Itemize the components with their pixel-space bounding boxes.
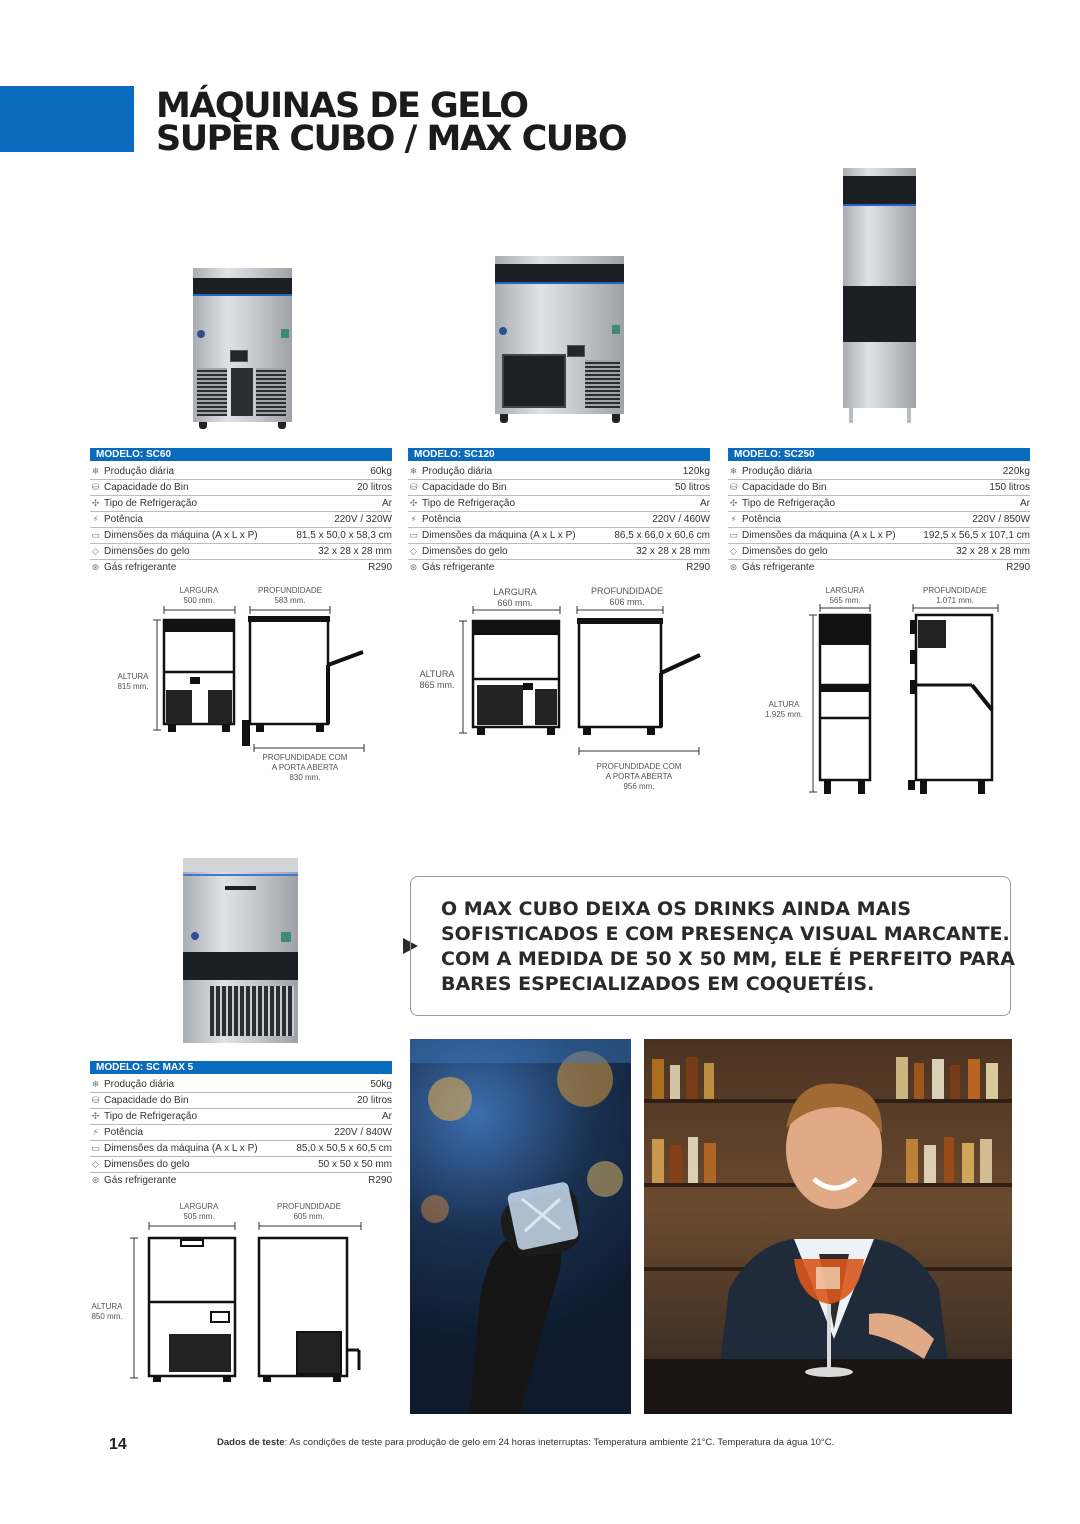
table-row: ⛁ Capacidade do Bin 20 litros [90,480,392,496]
sc60-product-image [193,268,292,422]
sc120-spec-table [408,448,710,575]
sc120-aberta-label: PROFUNDIDADE COM A PORTA ABERTA 956 mm. [596,762,682,791]
sc250-spec-table [728,448,1030,575]
table-row: ▭ Dimensões da máquina (A x L x P) 192,5 x 56,5 x 107,1 cm [728,528,1030,544]
sc60-altura-label: ALTURA 815 mm. [117,672,149,691]
cube-icon: ◇ [410,546,417,556]
table-row: ⚡ Potência 220V / 320W [90,512,392,528]
page-number: 14 [109,1436,127,1453]
power-icon: ⚡ [92,1127,99,1137]
fan-icon: ✣ [91,498,100,508]
table-row: ◇ Dimensões do gelo 32 x 28 x 28 mm [408,544,710,560]
table-row: ⛁ Capacidade do Bin 50 litros [408,480,710,496]
sc60-model-header: MODELO: SC60 [90,448,392,461]
sc60-spec-table [90,448,392,575]
bin-icon: ⛁ [91,482,100,492]
sc250-product-image [843,168,916,408]
scmax5-dimension-drawing [125,1220,370,1390]
table-row: ⊛ Gás refrigerante R290 [91,1175,392,1186]
table-row: ▭ Dimensões da máquina (A x L x P) 81,5 x 50,0 x 58,3 cm [90,528,392,544]
power-icon: ⚡ [730,514,737,524]
table-row: ❄ Produção diária 50kg [90,1077,392,1093]
header-accent-bar [0,86,134,152]
table-row: ◇ Dimensões do gelo 50 x 50 x 50 mm [90,1157,392,1173]
fan-icon: ✣ [91,1111,100,1121]
sc250-largura-label: LARGURA 565 mm. [825,586,865,605]
table-row: ⛁ Capacidade do Bin 150 litros [728,480,1030,496]
table-row: ⛁ Capacidade do Bin 20 litros [90,1093,392,1109]
snowflake-icon: ❄ [729,466,738,476]
table-row: ❄ Produção diária 220kg [728,464,1030,480]
table-row: ◇ Dimensões do gelo 32 x 28 x 28 mm [728,544,1030,560]
table-row: ⚡ Potência 220V / 840W [90,1125,392,1141]
bin-icon: ⛁ [409,482,418,492]
ruler-icon: ▭ [409,530,418,540]
ruler-icon: ▭ [91,530,100,540]
cube-icon: ◇ [92,1159,99,1169]
table-row: ✣ Tipo de Refrigeração Ar [728,496,1030,512]
table-row: ◇ Dimensões do gelo 32 x 28 x 28 mm [90,544,392,560]
sc120-altura-label: ALTURA 865 mm. [419,669,455,690]
ice-cube-hand-photo [410,1039,631,1414]
snowflake-icon: ❄ [91,466,100,476]
sc250-profundidade-label: PROFUNDIDADE 1.071 mm. [922,586,987,605]
fan-icon: ✣ [409,498,418,508]
sc60-dimension-drawing [150,600,375,760]
cube-icon: ◇ [92,546,99,556]
gas-icon: ⊛ [91,1175,100,1185]
page-title [156,86,627,159]
scmax5-altura-label: ALTURA 850 mm. [91,1302,123,1321]
table-row: ⊛ Gás refrigerante R290 [729,562,1030,573]
table-row: ⊛ Gás refrigerante R290 [409,562,710,573]
fan-icon: ✣ [729,498,738,508]
scmax5-model-header: MODELO: SC MAX 5 [90,1061,392,1074]
table-row: ✣ Tipo de Refrigeração Ar [90,496,392,512]
callout-box [410,876,1015,1016]
bin-icon: ⛁ [91,1095,100,1105]
sc250-altura-label: ALTURA 1.925 mm. [765,700,803,719]
cube-icon: ◇ [730,546,737,556]
table-row: ▭ Dimensões da máquina (A x L x P) 85,0 x 50,5 x 60,5 cm [90,1141,392,1157]
bin-icon: ⛁ [729,482,738,492]
sc60-largura-label: LARGURA 500 mm. [179,586,219,605]
power-icon: ⚡ [410,514,417,524]
sc250-dimension-drawing [800,600,1000,798]
sc120-largura-label: LARGURA 660 mm. [493,587,537,608]
sc120-product-image [495,256,624,414]
scmax5-spec-table [90,1061,392,1188]
table-row: ⚡ Potência 220V / 460W [408,512,710,528]
bartender-photo [644,1039,1012,1414]
snowflake-icon: ❄ [91,1079,100,1089]
gas-icon: ⊛ [409,562,418,572]
sc60-aberta-label: PROFUNDIDADE COM A PORTA ABERTA 830 mm. [262,753,348,782]
table-row: ⊛ Gás refrigerante R290 [91,562,392,573]
ruler-icon: ▭ [729,530,738,540]
ruler-icon: ▭ [91,1143,100,1153]
table-row: ▭ Dimensões da máquina (A x L x P) 86,5 x 66,0 x 60,6 cm [408,528,710,544]
sc60-profundidade-label: PROFUNDIDADE 583 mm. [257,586,322,605]
sc120-dimension-drawing [455,605,710,765]
title-line-1: MÁQUINAS DE GELO [156,86,528,126]
table-row: ✣ Tipo de Refrigeração Ar [408,496,710,512]
title-line-2: SUPER CUBO / MAX CUBO [156,119,627,159]
snowflake-icon: ❄ [409,466,418,476]
callout-text: O MAX CUBO DEIXA OS DRINKS AINDA MAIS SOFISTICADOS E COM PRESENÇA VISUAL MARCANTE. COM A MEDIDA DE 50 X 50 MM, ELE É PERFEITO PARA BARES ESPECIALIZADOS EM COQUETÉIS. [441,898,1015,995]
sc250-model-header: MODELO: SC250 [728,448,1030,461]
table-row: ❄ Produção diária 60kg [90,464,392,480]
table-row: ❄ Produção diária 120kg [408,464,710,480]
scmax5-largura-label: LARGURA 505 mm. [179,1202,219,1221]
footer-note: Dados de teste: As condições de teste para produção de gelo em 24 horas ineterruptas: Temperatura ambiente 21°C. Temperatura da água 10°C. [217,1437,835,1448]
gas-icon: ⊛ [91,562,100,572]
table-row: ✣ Tipo de Refrigeração Ar [90,1109,392,1125]
sc120-model-header: MODELO: SC120 [408,448,710,461]
sc120-profundidade-label: PROFUNDIDADE 606 mm. [590,586,663,607]
table-row: ⚡ Potência 220V / 850W [728,512,1030,528]
gas-icon: ⊛ [729,562,738,572]
scmax5-profundidade-label: PROFUNDIDADE 605 mm. [276,1202,341,1221]
scmax5-product-image [183,858,298,1043]
power-icon: ⚡ [92,514,99,524]
